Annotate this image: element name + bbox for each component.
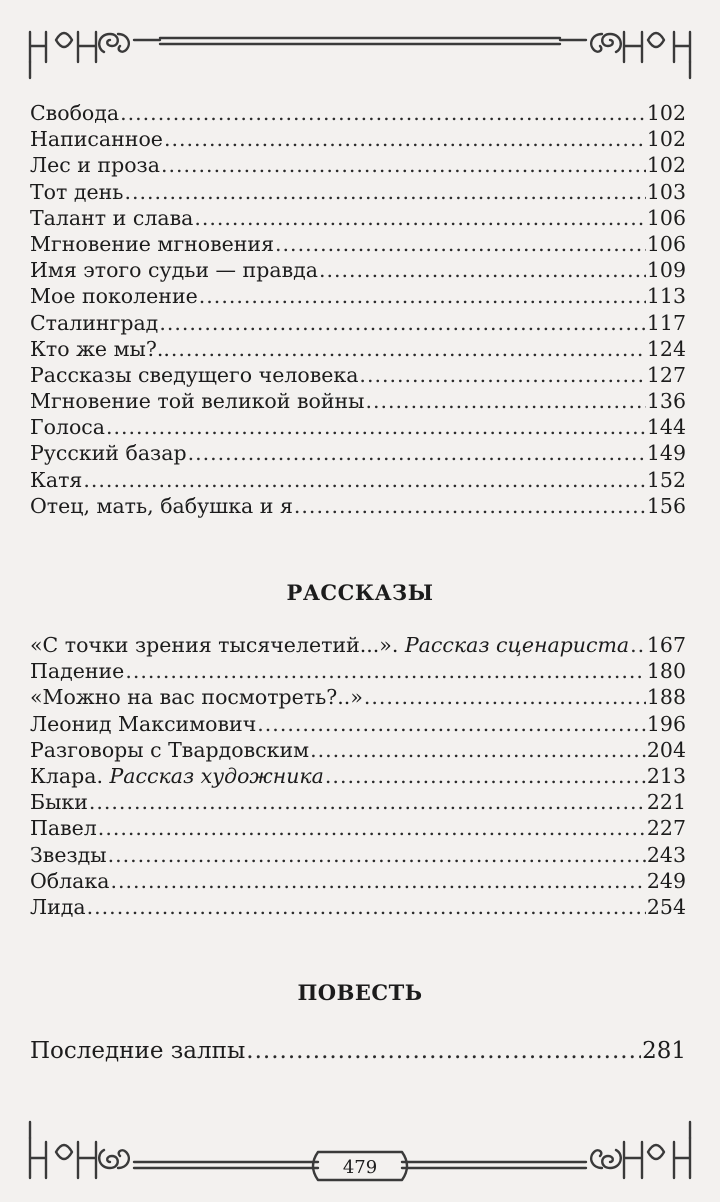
entry-title: Быки [30, 790, 88, 815]
entry-page-number: 127 [646, 362, 686, 387]
entry-title: Кто же мы?.. [30, 336, 170, 361]
toc-entry[interactable] [30, 179, 686, 205]
entry-title: Разговоры с Твардовским [30, 737, 310, 762]
leader-dots [83, 467, 645, 493]
entry-page-number: 106 [646, 231, 686, 256]
toc-entry[interactable] [30, 257, 686, 283]
entry-page-number: 156 [646, 493, 686, 518]
toc-section-3 [30, 1036, 686, 1066]
leader-dots [87, 894, 646, 920]
entry-subtitle: Рассказ сценариста [404, 633, 630, 657]
entry-page-number: 204 [646, 737, 686, 762]
ornament-border-icon [0, 0, 720, 90]
leader-dots [319, 257, 646, 283]
toc-entry[interactable] [30, 388, 686, 414]
entry-title: Леонид Максимович [30, 711, 257, 736]
section-heading-rasskazy: РАССКАЗЫ [286, 580, 434, 605]
entry-title: Написанное [30, 127, 163, 152]
toc-entry[interactable] [30, 894, 686, 920]
entry-title: Рассказы сведущего человека [30, 362, 359, 387]
leader-dots [106, 414, 646, 440]
toc-entry[interactable] [30, 737, 686, 763]
leader-dots [194, 205, 646, 231]
toc-entry[interactable] [30, 205, 686, 231]
leader-dots [630, 632, 646, 658]
entry-title: Тот день [30, 179, 124, 204]
toc-entry[interactable] [30, 763, 686, 789]
entry-page-number: 102 [646, 127, 686, 152]
toc-entry[interactable] [30, 414, 686, 440]
page-number: 479 [342, 1157, 378, 1178]
leader-dots [325, 763, 646, 789]
leader-dots [188, 440, 646, 466]
leader-dots [294, 493, 646, 519]
leader-dots [365, 388, 645, 414]
entry-page-number: 109 [646, 258, 686, 283]
leader-dots [110, 868, 645, 894]
entry-page-number: 149 [646, 441, 686, 466]
entry-title: «С точки зрения тысячелетий...». [30, 633, 405, 657]
entry-page-number: 188 [646, 685, 686, 710]
leader-dots [89, 789, 646, 815]
leader-dots [275, 231, 646, 257]
entry-title: Мгновение мгновения [30, 231, 275, 256]
leader-dots [199, 283, 646, 309]
entry-page-number: 227 [646, 816, 686, 841]
entry-title: Голоса [30, 415, 105, 440]
entry-page-number: 221 [646, 790, 686, 815]
entry-page-number: 249 [646, 868, 686, 893]
entry-page-number: 136 [646, 389, 686, 414]
entry-page-number: 243 [646, 842, 686, 867]
entry-page-number: 102 [646, 153, 686, 178]
entry-title: Облака [30, 868, 110, 893]
leader-dots [124, 179, 645, 205]
entry-title: Звезды [30, 842, 107, 867]
toc-entry[interactable] [30, 283, 686, 309]
entry-title: Отец, мать, бабушка и я [30, 493, 293, 518]
toc-entry[interactable] [30, 658, 686, 684]
entry-subtitle: Рассказ художника [109, 763, 324, 788]
leader-dots [246, 1036, 641, 1066]
entry-title: Катя [30, 467, 83, 492]
entry-title: Последние залпы [30, 1038, 246, 1064]
entry-title: Имя этого судьи — правда [30, 258, 318, 283]
entry-page-number: 144 [646, 415, 686, 440]
entry-title: Талант и слава [30, 205, 194, 230]
leader-dots [310, 737, 646, 763]
entry-page-number: 113 [646, 284, 686, 309]
toc-entry[interactable] [30, 493, 686, 519]
entry-title: Сталинград [30, 310, 159, 335]
toc-entry[interactable] [30, 152, 686, 178]
entry-title: Лес и проза [30, 153, 160, 178]
entry-title: Падение [30, 659, 125, 684]
entry-title: Свобода [30, 101, 120, 125]
leader-dots [171, 336, 646, 362]
entry-title: Русский базар [30, 441, 187, 466]
entry-page-number: 106 [646, 205, 686, 230]
toc-section-2 [30, 632, 686, 920]
toc-section-1 [30, 100, 686, 519]
toc-entry[interactable] [30, 336, 686, 362]
toc-entry[interactable] [30, 815, 686, 841]
entry-page-number: 103 [646, 179, 686, 204]
entry-page-number: 213 [646, 763, 686, 788]
entry-page-number: 152 [646, 467, 686, 492]
leader-dots [257, 711, 646, 737]
entry-page-number: 281 [642, 1038, 686, 1064]
toc-entry[interactable] [30, 868, 686, 894]
entry-title: «Можно на вас посмотреть?..» [30, 685, 363, 710]
entry-page-number: 167 [646, 633, 686, 657]
toc-entry[interactable] [30, 711, 686, 737]
leader-dots [125, 658, 646, 684]
leader-dots [164, 126, 646, 152]
toc-entry[interactable] [30, 231, 686, 257]
toc-entry[interactable] [30, 1036, 686, 1066]
toc-entry[interactable] [30, 310, 686, 336]
entry-page-number: 196 [646, 711, 686, 736]
leader-dots [161, 152, 646, 178]
top-ornament [0, 0, 720, 90]
entry-title: Павел [30, 816, 97, 841]
entry-title: Мое поколение [30, 284, 198, 309]
toc-entry[interactable] [30, 632, 686, 658]
toc-entry[interactable] [30, 126, 686, 152]
leader-dots [108, 842, 646, 868]
toc-entry[interactable] [30, 467, 686, 493]
entry-page-number: 254 [646, 894, 686, 919]
leader-dots [120, 100, 646, 126]
leader-dots [364, 684, 646, 710]
toc-entry[interactable] [30, 440, 686, 466]
entry-title: Лида [30, 894, 86, 919]
toc-entry[interactable] [30, 362, 686, 388]
toc-entry[interactable] [30, 684, 686, 710]
leader-dots [359, 362, 645, 388]
toc-entry[interactable] [30, 789, 686, 815]
section-heading-povest: ПОВЕСТЬ [297, 980, 423, 1005]
entry-page-number: 117 [646, 310, 686, 335]
entry-page-number: 124 [646, 336, 686, 361]
entry-title: Клара. [30, 763, 110, 788]
entry-page-number: 102 [646, 101, 686, 125]
entry-page-number: 180 [646, 659, 686, 684]
leader-dots [98, 815, 646, 841]
leader-dots [159, 310, 646, 336]
entry-title: Мгновение той великой войны [30, 389, 365, 414]
toc-entry[interactable] [30, 842, 686, 868]
toc-entry[interactable] [30, 100, 686, 126]
